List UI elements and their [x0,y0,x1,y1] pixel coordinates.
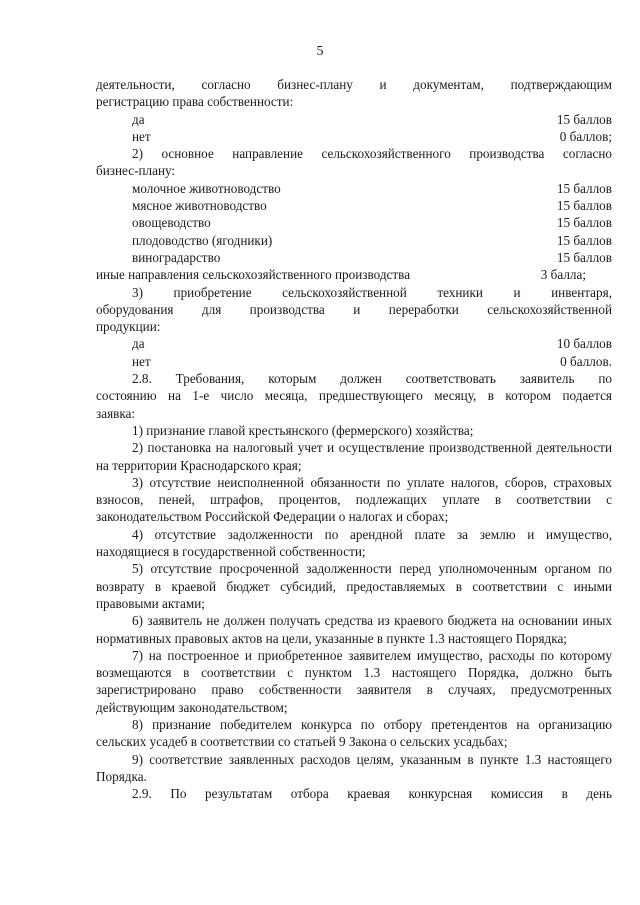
criterion-label: молочное животноводство [132,180,281,196]
paragraph-line: регистрацию права собственности: [96,94,294,110]
criterion-label: мясное животноводство [132,198,267,214]
paragraph-line: заявка: [96,405,136,421]
criterion-score: 15 баллов [556,249,612,265]
criterion-score: 0 баллов; [559,128,612,144]
score-row [96,232,612,249]
section-heading-line: 2.9. По результатам отбора краевая конкурсная комиссия в день [132,786,612,802]
score-row [96,197,612,214]
requirement-item: 8) признание победителем конкурса по отбору претендентов на организацию сельских усадеб в соответствии со статьей 9 Закона о сельских усадьбах; [96,716,612,750]
paragraph-line: 3) приобретение сельскохозяйственной техники и инвентаря, [132,284,612,300]
criterion-label: да [132,336,145,352]
criterion-label: иные направления сельскохозяйственного производства [96,267,411,283]
requirement-item: 4) отсутствие задолженности по арендной плате за землю и имущество, находящиеся в государственной собственности; [96,526,612,560]
score-row [96,249,612,266]
criterion-label: нет [132,128,151,144]
paragraph-line: состоянию на 1-е число месяца, предшествующего месяцу, в котором подается [96,388,612,404]
requirement-item: 1) признание главой крестьянского (фермерского) хозяйства; [132,422,474,438]
criterion-label: нет [132,353,151,369]
criterion-label: овощеводство [132,215,211,231]
paragraph-line: 2) основное направление сельскохозяйственного производства согласно [132,146,612,162]
requirement-item: 6) заявитель не должен получать средства из краевого бюджета на основании иных нормативных правовых актов на цели, указанные в пункте 1.3 настоящего Порядка; [96,613,612,646]
criterion-label: виноградарство [132,249,221,265]
paragraph-line: бизнес-плану: [96,163,176,179]
score-row [96,214,612,231]
paragraph-line: деятельности, согласно бизнес-плану и документам, подтверждающим [96,77,612,92]
requirement-item: 3) отсутствие неисполненной обязанности по уплате налогов, сборов, страховых взносов, пеней, штрафов, процентов, подлежащих уплате в соответствии с законодательством Российской Федерации о налогах и сборах; [96,474,612,525]
criterion-score: 15 баллов [556,180,612,196]
criterion-score: 15 баллов [556,198,612,214]
paragraph-line: продукции: [96,319,161,335]
criterion-score: 15 баллов [556,232,612,248]
criterion-score: 10 баллов [556,336,612,352]
score-row [96,335,612,352]
section-heading-line: 2.8. Требования, которым должен соответствовать заявитель по [132,371,612,387]
score-row [96,353,612,370]
document-body [96,76,612,802]
score-row [96,266,612,283]
page-number: 5 [316,44,324,59]
score-row [96,128,612,145]
criterion-label: плодоводство (ягодники) [132,232,273,248]
score-row [96,111,612,128]
requirement-item: 9) соответствие заявленных расходов целям, указанным в пункте 1.3 настоящего Порядка. [96,751,612,784]
requirement-item: 5) отсутствие просроченной задолженности перед уполномоченным органом по возврату в краевой бюджет субсидий, предоставляемых в соответствии с иными правовыми актами; [96,561,612,611]
requirement-item: 2) постановка на налоговый учет и осуществление производственной деятельности на территории Краснодарского края; [96,440,612,473]
requirement-item: 7) на построенное и приобретенное заявителем имущество, расходы по которому возмещаются в соответствии с пунктом 1.3 настоящего Порядка, должно быть зарегистрировано право собственности заявителя в случаях, предусмотренных действующим законодательством; [96,647,612,715]
criterion-score: 15 баллов [556,111,612,127]
score-row [96,180,612,197]
criterion-score: 3 балла; [540,267,586,283]
criterion-score: 0 баллов. [560,353,612,369]
criterion-score: 15 баллов [556,215,612,231]
paragraph-line: оборудования для производства и переработки сельскохозяйственной [96,301,612,317]
criterion-label: да [132,111,145,127]
